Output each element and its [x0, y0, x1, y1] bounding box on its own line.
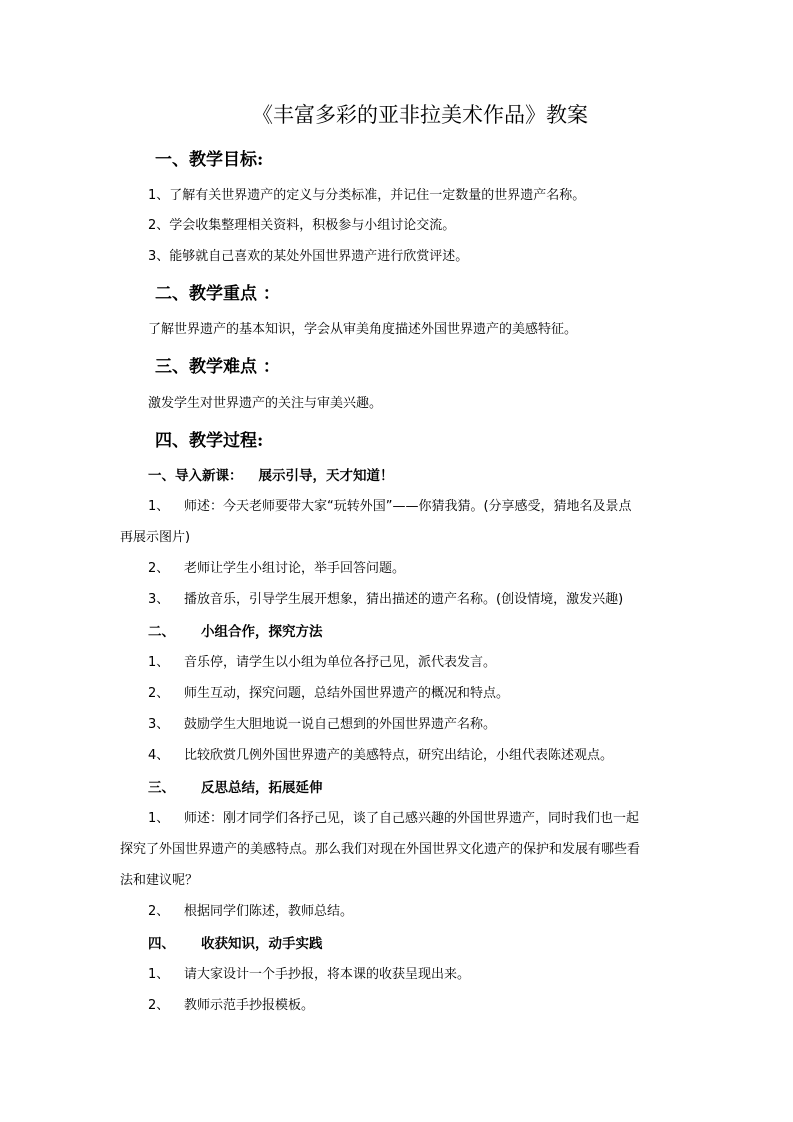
- item-text: 师生互动，探究问题，总结外国世界遗产的概况和特点。: [184, 686, 510, 701]
- subsection-title: 小组合作，探究方法: [201, 624, 323, 640]
- list-item: [148, 715, 496, 735]
- goal-item-3: 3、能够就自己喜欢的某处外国世界遗产进行欣赏评述。: [148, 249, 469, 264]
- subsection-heading-4: [148, 934, 323, 954]
- section-heading-difficulties: 三、教学难点 ：: [155, 357, 280, 377]
- subsection-number: 四、: [148, 936, 175, 952]
- list-item: [148, 497, 632, 517]
- subsection-title: 收获知识，动手实践: [201, 936, 323, 952]
- document-title: 《丰富多彩的亚非拉美术作品》教案: [252, 103, 588, 127]
- item-text: 请大家设计一个手抄报，将本课的收获呈现出来。: [184, 967, 471, 982]
- subsection-number: 三、: [148, 780, 175, 796]
- key-points-text: 了解世界遗产的基本知识，学会从审美角度描述外国世界遗产的美感特征。: [148, 322, 578, 337]
- item-text-continued: 再展示图片): [120, 530, 191, 545]
- list-item: [148, 965, 470, 985]
- list-item: [148, 653, 496, 673]
- subsection-number: 二、: [148, 624, 175, 640]
- subsection-heading-2: [148, 622, 323, 642]
- item-text: 教师示范手抄报模板。: [184, 998, 315, 1013]
- list-item: [148, 902, 353, 922]
- subsection-title: 反思总结，拓展延伸: [201, 780, 323, 796]
- item-number: 1、: [148, 811, 170, 826]
- item-number: 2、: [148, 561, 170, 576]
- item-number: 3、: [148, 592, 170, 607]
- subsection-title: 展示引导，天才知道！: [258, 468, 394, 484]
- goal-item-2: 2、学会收集整理相关资料，积极参与小组讨论交流。: [148, 218, 456, 233]
- section-heading-key-points: 二、教学重点 ：: [155, 284, 280, 304]
- list-item: [148, 684, 509, 704]
- item-text-continued: 法和建议呢？: [120, 873, 199, 888]
- item-text: 音乐停，请学生以小组为单位各抒己见，派代表发言。: [184, 655, 497, 670]
- item-text: 老师让学生小组讨论，举手回答问题。: [184, 561, 406, 576]
- subsection-heading-3: [148, 778, 323, 798]
- item-number: 4、: [148, 748, 170, 763]
- item-text-continued: 探究了外国世界遗产的美感特点。那么我们对现在外国世界文化遗产的保护和发展有哪些看: [120, 842, 641, 857]
- item-text: 师述：今天老师要带大家“玩转外国”——你猜我猜。(分享感受，猜地名及景点: [184, 499, 632, 514]
- item-number: 2、: [148, 904, 170, 919]
- subsection-heading-1: [148, 466, 394, 486]
- item-number: 2、: [148, 998, 170, 1013]
- item-number: 2、: [148, 686, 170, 701]
- item-text: 根据同学们陈述，教师总结。: [184, 904, 354, 919]
- item-text: 播放音乐，引导学生展开想象，猜出描述的遗产名称。(创设情境，激发兴趣): [184, 592, 624, 607]
- section-heading-goals: 一、教学目标:: [155, 150, 264, 170]
- item-number: 1、: [148, 655, 170, 670]
- item-text: 鼓励学生大胆地说一说自己想到的外国世界遗产名称。: [184, 717, 497, 732]
- item-text: 比较欣赏几例外国世界遗产的美感特点，研究出结论，小组代表陈述观点。: [184, 748, 614, 763]
- section-heading-process: 四、教学过程:: [155, 431, 264, 451]
- item-text: 师述：刚才同学们各抒己见，谈了自己感兴趣的外国世界遗产，同时我们也一起: [184, 811, 640, 826]
- item-number: 1、: [148, 499, 170, 514]
- item-number: 1、: [148, 967, 170, 982]
- item-number: 3、: [148, 717, 170, 732]
- list-item: [148, 559, 405, 579]
- list-item: [148, 590, 623, 610]
- goal-item-1: 1、了解有关世界遗产的定义与分类标准，并记住一定数量的世界遗产名称。: [148, 188, 586, 203]
- difficulties-text: 激发学生对世界遗产的关注与审美兴趣。: [148, 396, 383, 411]
- list-item: [148, 809, 639, 829]
- subsection-number: 一、导入新课：: [148, 468, 243, 484]
- list-item: [148, 746, 613, 766]
- list-item: [148, 996, 314, 1016]
